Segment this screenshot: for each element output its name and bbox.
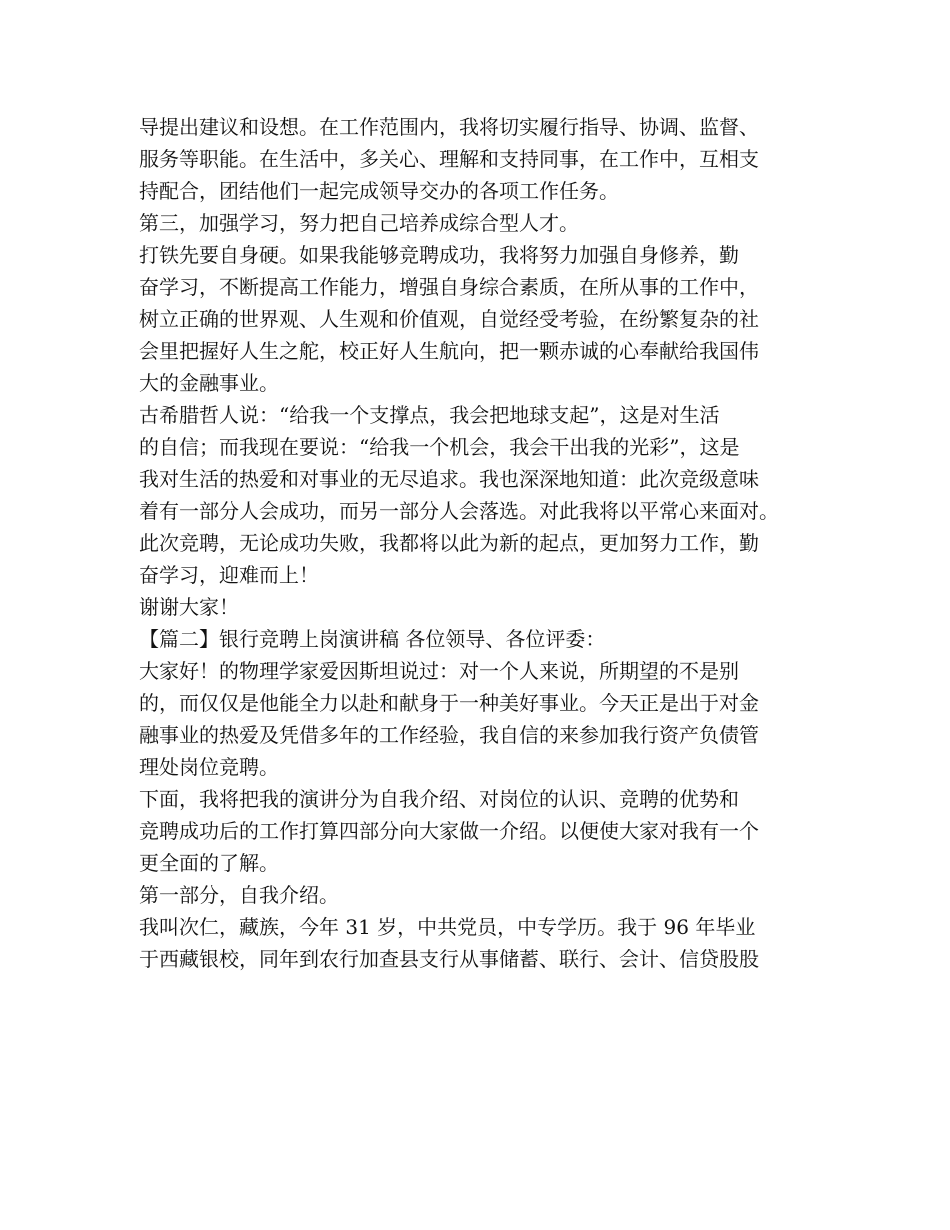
text-line: 会里把握好人生之舵，校正好人生航向，把一颗赤诚的心奉献给我国伟 [139, 339, 759, 363]
text-line: 着有一部分人会成功，而另一部分人会落选。对此我将以平常心来面对。 [139, 499, 779, 523]
text-line: 的，而仅仅是他能全力以赴和献身于一种美好事业。今天正是出于对金 [139, 691, 759, 715]
text-line: 更全面的了解。 [139, 851, 279, 875]
text-line: 于西藏银校，同年到农行加查县支行从事储蓄、联行、会计、信贷股股 [139, 947, 759, 971]
section-heading-line: 【篇二】银行竞聘上岗演讲稿 各位领导、各位评委： [139, 627, 606, 651]
text-line: 竞聘成功后的工作打算四部分向大家做一介绍。以便使大家对我有一个 [139, 819, 759, 843]
text-line: 奋学习，迎难而上！ [139, 563, 319, 587]
text-line: 大的金融事业。 [139, 371, 279, 395]
text-line: 理处岗位竞聘。 [139, 755, 279, 779]
text-line: 持配合，团结他们一起完成领导交办的各项工作任务。 [139, 179, 619, 203]
text-line: 服务等职能。在生活中，多关心、理解和支持同事，在工作中，互相支 [139, 147, 759, 171]
text-line: 古希腊哲人说：“给我一个支撑点，我会把地球支起”，这是对生活 [139, 403, 720, 427]
text-line: 我对生活的热爱和对事业的无尽追求。我也深深地知道：此次竞级意味 [139, 467, 759, 491]
text-line: 打铁先要自身硬。如果我能够竞聘成功，我将努力加强自身修养，勤 [139, 243, 739, 267]
text-line: 第一部分，自我介绍。 [139, 883, 339, 907]
text-line: 树立正确的世界观、人生观和价值观，自觉经受考验，在纷繁复杂的社 [139, 307, 759, 331]
text-line: 的自信；而我现在要说：“给我一个机会，我会干出我的光彩”，这是 [139, 435, 740, 459]
text-line: 大家好！的物理学家爱因斯坦说过：对一个人来说，所期望的不是别 [139, 659, 739, 683]
text-line: 此次竞聘，无论成功失败，我都将以此为新的起点，更加努力工作，勤 [139, 531, 759, 555]
text-line: 谢谢大家！ [139, 595, 239, 619]
text-line: 第三，加强学习，努力把自己培养成综合型人才。 [139, 211, 579, 235]
text-line: 奋学习，不断提高工作能力，增强自身综合素质，在所从事的工作中， [139, 275, 759, 299]
text-line: 导提出建议和设想。在工作范围内，我将切实履行指导、协调、监督、 [139, 115, 759, 139]
body-text [139, 111, 839, 975]
text-line: 我叫次仁，藏族，今年 31 岁，中共党员，中专学历。我于 96 年毕业 [139, 915, 756, 939]
text-line: 融事业的热爱及凭借多年的工作经验，我自信的来参加我行资产负债管 [139, 723, 759, 747]
text-line: 下面，我将把我的演讲分为自我介绍、对岗位的认识、竞聘的优势和 [139, 787, 739, 811]
